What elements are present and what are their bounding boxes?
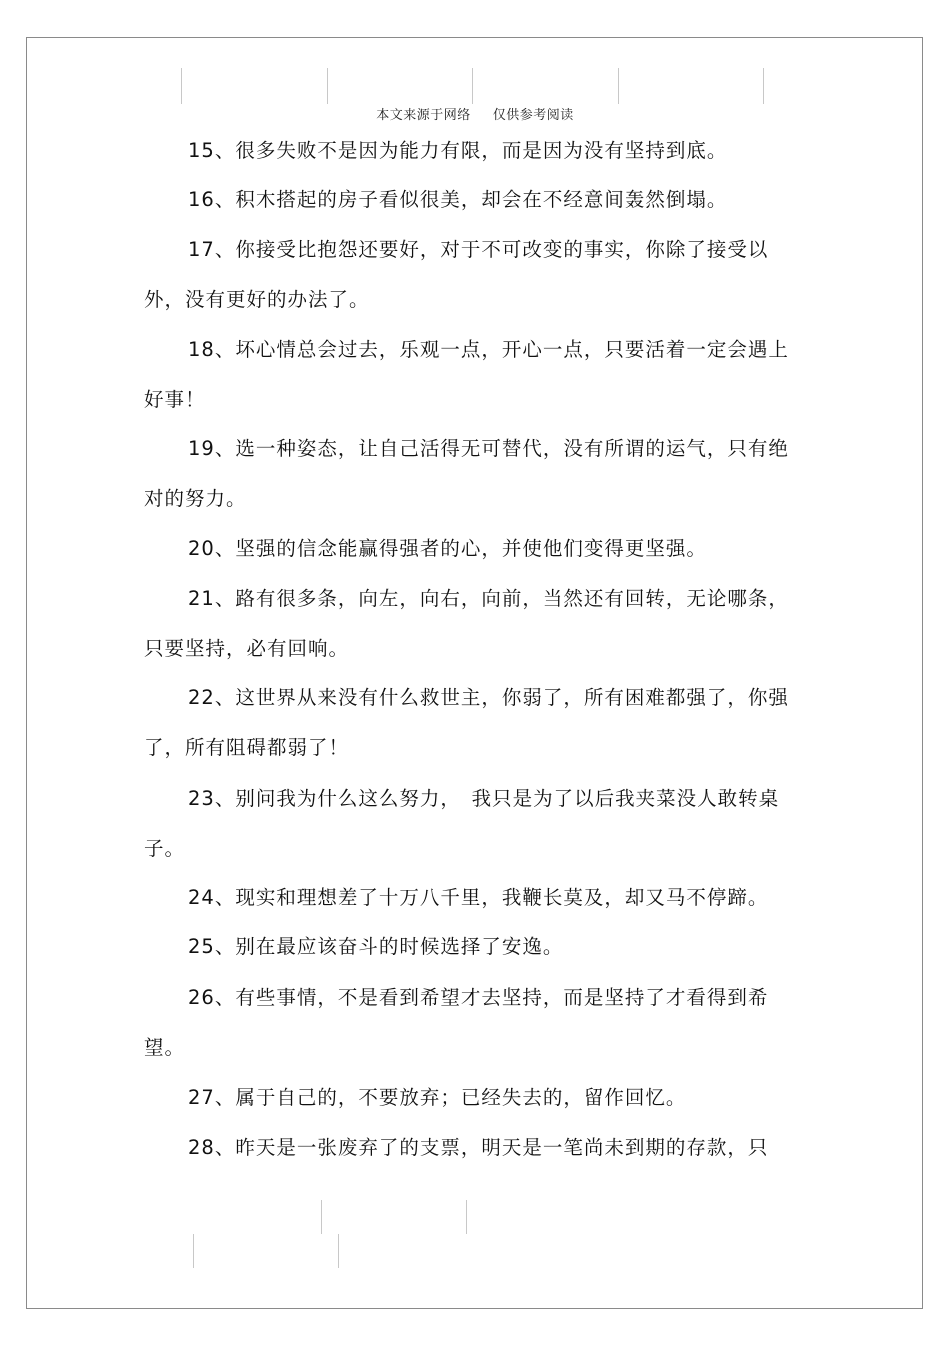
divider-line bbox=[338, 1234, 339, 1268]
divider-line bbox=[466, 1200, 467, 1234]
divider-line bbox=[193, 1234, 194, 1268]
paragraph: 23、别问我为什么这么努力， 我只是为了以后我夹菜没人敢转桌子。 bbox=[144, 787, 780, 860]
source-label: 本文来源于网络 bbox=[376, 108, 471, 123]
paragraph: 21、路有很多条，向左，向右，向前，当然还有回转，无论哪条，只要坚持，必有回响。 bbox=[144, 587, 789, 660]
paragraph: 28、昨天是一张废弃了的支票，明天是一笔尚未到期的存款，只 bbox=[188, 1136, 769, 1159]
paragraph: 26、有些事情，不是看到希望才去坚持，而是坚持了才看得到希望。 bbox=[144, 986, 769, 1059]
paragraph: 16、积木搭起的房子看似很美，却会在不经意间轰然倒塌。 bbox=[188, 188, 728, 211]
reference-label: 仅供参考阅读 bbox=[492, 108, 574, 123]
paragraph: 27、属于自己的，不要放弃；已经失去的，留作回忆。 bbox=[188, 1086, 687, 1109]
paragraph: 22、这世界从来没有什么救世主，你弱了，所有困难都强了，你强了，所有阻碍都弱了！ bbox=[144, 686, 789, 759]
divider-line bbox=[763, 68, 764, 104]
paragraph: 17、你接受比抱怨还要好，对于不可改变的事实，你除了接受以外，没有更好的办法了。 bbox=[144, 238, 769, 311]
divider-line bbox=[321, 1200, 322, 1234]
paragraph: 25、别在最应该奋斗的时候选择了安逸。 bbox=[188, 935, 564, 958]
paragraph: 19、选一种姿态，让自己活得无可替代，没有所谓的运气，只有绝对的努力。 bbox=[144, 437, 789, 510]
divider-line bbox=[327, 68, 328, 104]
paragraph: 24、现实和理想差了十万八千里，我鞭长莫及，却又马不停蹄。 bbox=[188, 886, 769, 909]
paragraph: 18、坏心情总会过去，乐观一点，开心一点，只要活着一定会遇上好事！ bbox=[144, 338, 789, 411]
divider-line bbox=[618, 68, 619, 104]
paragraph: 15、很多失败不是因为能力有限，而是因为没有坚持到底。 bbox=[188, 139, 728, 162]
divider-line bbox=[181, 68, 182, 104]
divider-line bbox=[472, 68, 473, 104]
paragraph: 20、坚强的信念能赢得强者的心，并使他们变得更坚强。 bbox=[188, 537, 707, 560]
page-header bbox=[0, 104, 950, 123]
